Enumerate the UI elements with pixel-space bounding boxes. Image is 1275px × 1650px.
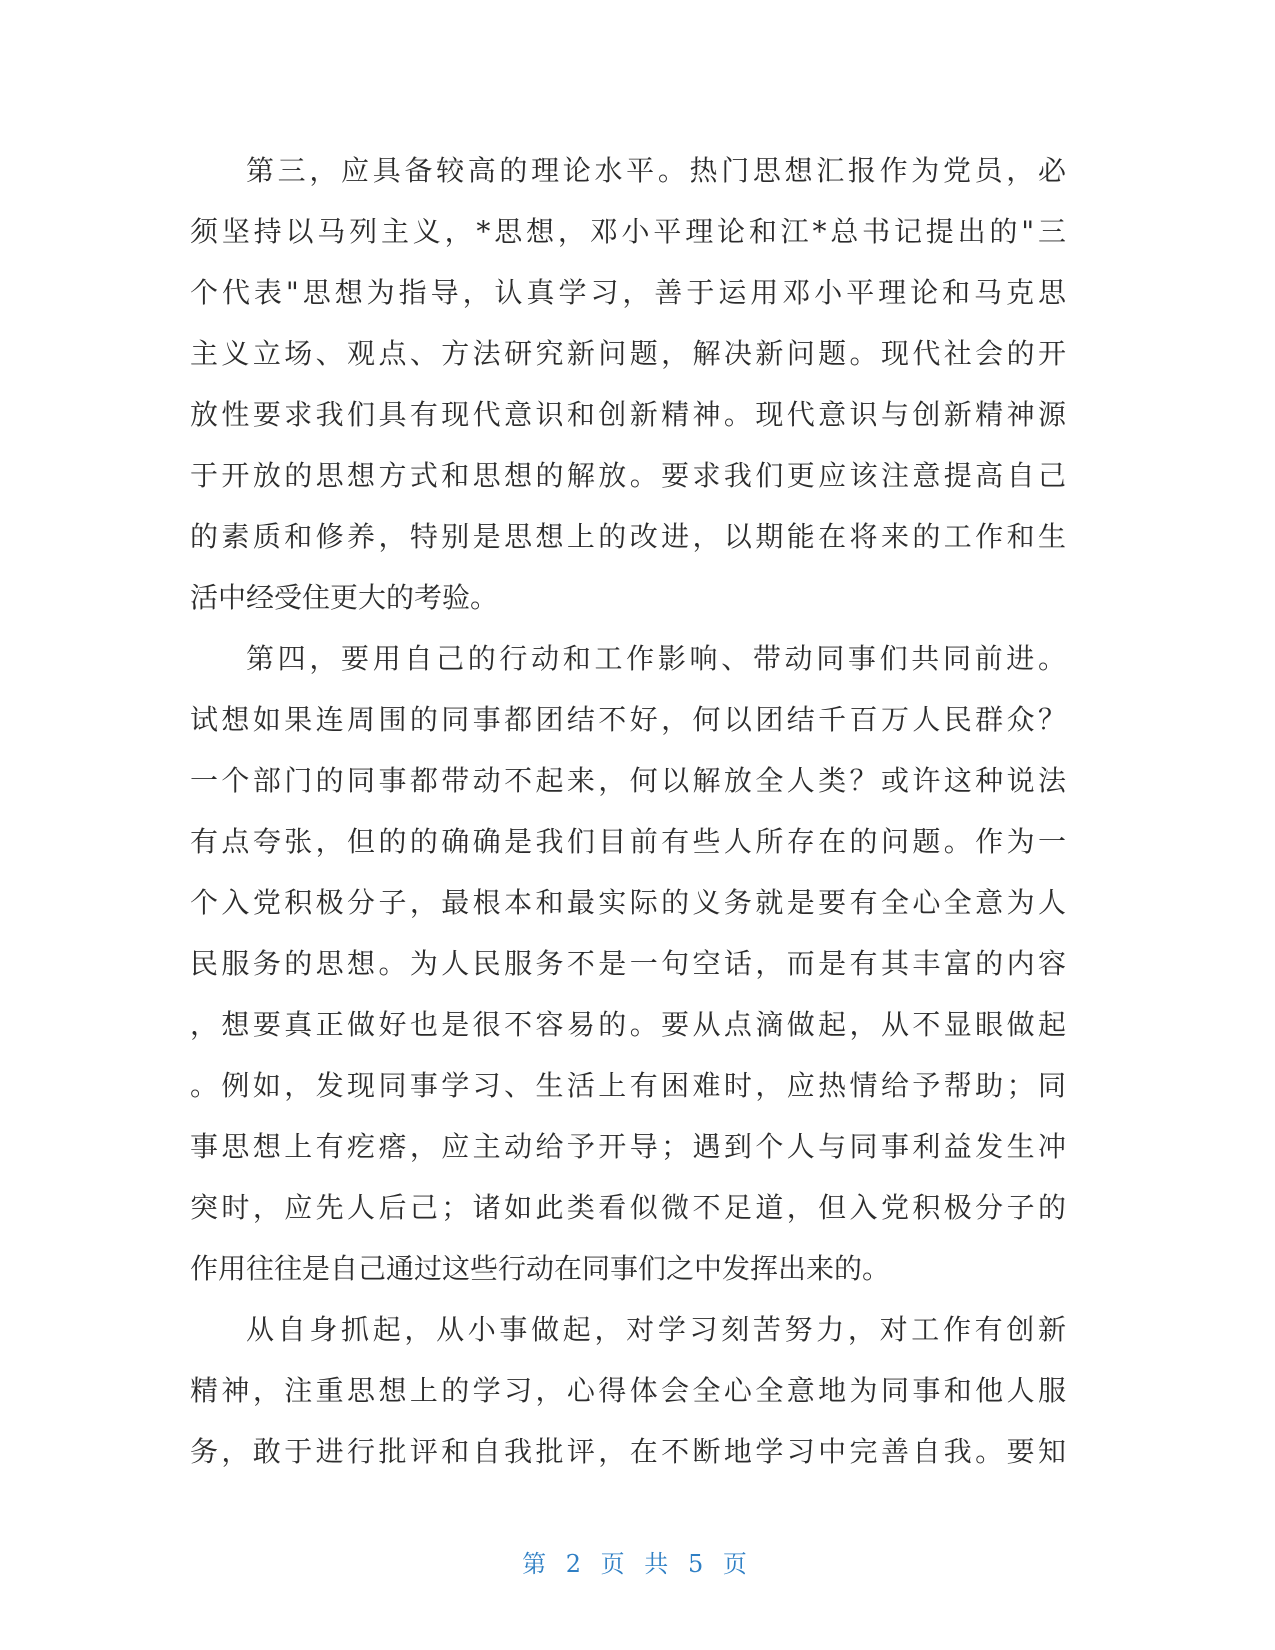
paragraph-line: 从自身抓起，从小事做起，对学习刻苦努力，对工作有创新 [246,1313,1066,1346]
paragraph-line: 个代表"思想为指导，认真学习，善于运用邓小平理论和马克思 [190,276,1066,309]
paragraph-line: 放性要求我们具有现代意识和创新精神。现代意识与创新精神源 [190,398,1066,431]
paragraph-line: 第四，要用自己的行动和工作影响、带动同事们共同前进。 [246,642,1066,675]
paragraph-fourth-point [190,628,1066,1299]
paragraph-line: 突时，应先人后己；诸如此类看似微不足道，但入党积极分子的 [190,1191,1066,1224]
paragraph-line: 须坚持以马列主义，*思想，邓小平理论和江*总书记提出的"三 [190,215,1066,248]
paragraph-line: 务，敢于进行批评和自我批评，在不断地学习中完善自我。要知 [190,1435,1066,1468]
paragraph-line: 第三，应具备较高的理论水平。热门思想汇报作为党员，必 [246,154,1066,187]
paragraph-line: 主义立场、观点、方法研究新问题，解决新问题。现代社会的开 [190,337,1066,370]
paragraph-line: 一个部门的同事都带动不起来，何以解放全人类？或许这种说法 [190,764,1066,797]
paragraph-third-point [190,140,1066,628]
document-body [190,140,1066,1482]
paragraph-line: 作用往往是自己通过这些行动在同事们之中发挥出来的。 [190,1252,891,1285]
paragraph-line: 于开放的思想方式和思想的解放。要求我们更应该注意提高自己 [190,459,1066,492]
paragraph-line: 。例如，发现同事学习、生活上有困难时，应热情给予帮助；同 [190,1069,1066,1102]
paragraph-line: 有点夸张，但的的确确是我们目前有些人所存在的问题。作为一 [190,825,1066,858]
page-number-footer: 第 2 页 共 5 页 [522,1550,753,1578]
paragraph-line: 试想如果连周围的同事都团结不好，何以团结千百万人民群众？ [190,703,1066,736]
paragraph-line: ，想要真正做好也是很不容易的。要从点滴做起，从不显眼做起 [190,1008,1066,1041]
paragraph-closing [190,1299,1066,1482]
paragraph-line: 民服务的思想。为人民服务不是一句空话，而是有其丰富的内容 [190,947,1066,980]
paragraph-line: 精神，注重思想上的学习，心得体会全心全意地为同事和他人服 [190,1374,1066,1407]
paragraph-line: 的素质和修养，特别是思想上的改进，以期能在将来的工作和生 [190,520,1066,553]
paragraph-line: 活中经受住更大的考验。 [190,581,499,614]
paragraph-line: 个入党积极分子，最根本和最实际的义务就是要有全心全意为人 [190,886,1066,919]
paragraph-line: 事思想上有疙瘩，应主动给予开导；遇到个人与同事利益发生冲 [190,1130,1066,1163]
